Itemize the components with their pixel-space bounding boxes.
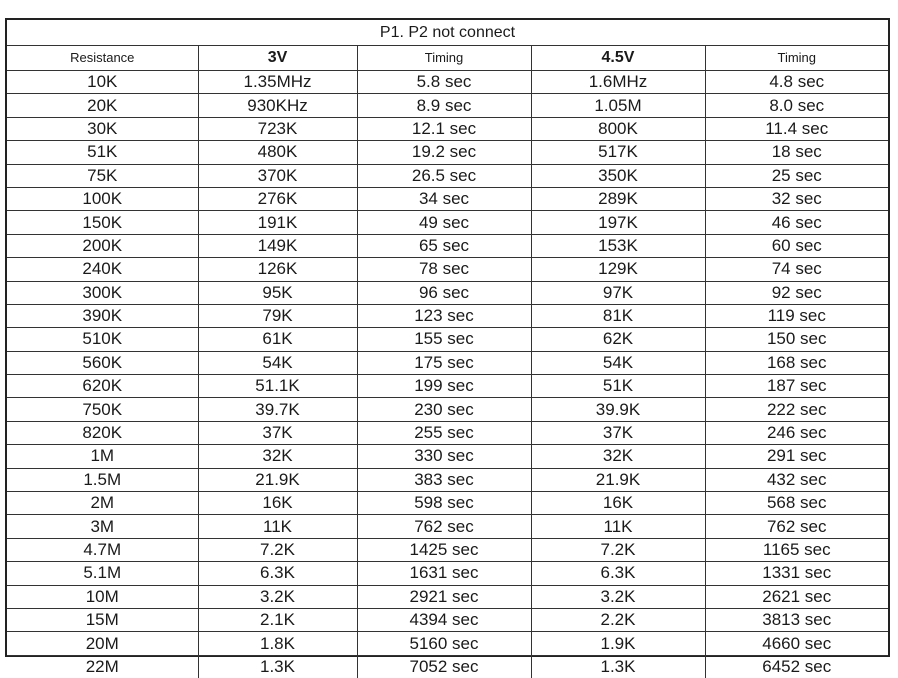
table-header-row — [7, 46, 888, 71]
cell-freq-3v: 21.9K — [198, 468, 357, 491]
cell-timing-3v: 34 sec — [357, 187, 531, 210]
table-row — [7, 445, 888, 468]
cell-freq-3v: 79K — [198, 304, 357, 327]
cell-freq-3v: 6.3K — [198, 562, 357, 585]
cell-timing-3v: 65 sec — [357, 234, 531, 257]
cell-timing-3v: 1631 sec — [357, 562, 531, 585]
cell-timing-4-5v: 25 sec — [705, 164, 888, 187]
cell-timing-3v: 598 sec — [357, 492, 531, 515]
cell-freq-3v: 191K — [198, 211, 357, 234]
cell-timing-3v: 26.5 sec — [357, 164, 531, 187]
cell-timing-4-5v: 150 sec — [705, 328, 888, 351]
cell-resistance: 20M — [7, 632, 198, 655]
cell-timing-4-5v: 762 sec — [705, 515, 888, 538]
table-body — [7, 71, 888, 678]
table-row — [7, 141, 888, 164]
cell-timing-4-5v: 291 sec — [705, 445, 888, 468]
cell-resistance: 4.7M — [7, 538, 198, 561]
table-row — [7, 492, 888, 515]
cell-timing-3v: 199 sec — [357, 375, 531, 398]
table-row — [7, 117, 888, 140]
cell-resistance: 2M — [7, 492, 198, 515]
cell-freq-3v: 16K — [198, 492, 357, 515]
cell-timing-4-5v: 1331 sec — [705, 562, 888, 585]
table-row — [7, 585, 888, 608]
cell-freq-3v: 1.3K — [198, 655, 357, 678]
cell-freq-3v: 149K — [198, 234, 357, 257]
table-title: P1. P2 not connect — [7, 20, 888, 46]
cell-freq-3v: 37K — [198, 421, 357, 444]
cell-freq-3v: 2.1K — [198, 608, 357, 631]
cell-freq-4-5v: 800K — [531, 117, 705, 140]
cell-timing-3v: 383 sec — [357, 468, 531, 491]
cell-timing-3v: 12.1 sec — [357, 117, 531, 140]
cell-freq-4-5v: 289K — [531, 187, 705, 210]
cell-freq-3v: 54K — [198, 351, 357, 374]
cell-freq-4-5v: 1.05M — [531, 94, 705, 117]
table-row — [7, 608, 888, 631]
cell-timing-3v: 5.8 sec — [357, 71, 531, 94]
table-row — [7, 538, 888, 561]
cell-freq-3v: 126K — [198, 258, 357, 281]
cell-freq-4-5v: 1.3K — [531, 655, 705, 678]
cell-freq-4-5v: 11K — [531, 515, 705, 538]
cell-freq-4-5v: 16K — [531, 492, 705, 515]
cell-timing-4-5v: 11.4 sec — [705, 117, 888, 140]
cell-freq-3v: 370K — [198, 164, 357, 187]
cell-freq-3v: 1.35MHz — [198, 71, 357, 94]
cell-resistance: 390K — [7, 304, 198, 327]
cell-freq-4-5v: 197K — [531, 211, 705, 234]
cell-freq-4-5v: 37K — [531, 421, 705, 444]
cell-timing-4-5v: 8.0 sec — [705, 94, 888, 117]
cell-resistance: 20K — [7, 94, 198, 117]
table-row — [7, 234, 888, 257]
cell-resistance: 51K — [7, 141, 198, 164]
cell-timing-4-5v: 568 sec — [705, 492, 888, 515]
cell-resistance: 30K — [7, 117, 198, 140]
cell-timing-4-5v: 46 sec — [705, 211, 888, 234]
cell-freq-3v: 723K — [198, 117, 357, 140]
cell-resistance: 150K — [7, 211, 198, 234]
cell-timing-4-5v: 187 sec — [705, 375, 888, 398]
cell-freq-4-5v: 54K — [531, 351, 705, 374]
header-3v: 3V — [198, 46, 357, 71]
table-row — [7, 375, 888, 398]
cell-timing-3v: 49 sec — [357, 211, 531, 234]
cell-timing-3v: 330 sec — [357, 445, 531, 468]
table-row — [7, 164, 888, 187]
table-row — [7, 94, 888, 117]
table-row — [7, 187, 888, 210]
cell-timing-4-5v: 119 sec — [705, 304, 888, 327]
cell-timing-4-5v: 18 sec — [705, 141, 888, 164]
cell-freq-3v: 276K — [198, 187, 357, 210]
table-row — [7, 632, 888, 655]
cell-timing-4-5v: 92 sec — [705, 281, 888, 304]
cell-freq-4-5v: 1.9K — [531, 632, 705, 655]
cell-resistance: 15M — [7, 608, 198, 631]
header-timing-4-5v: Timing — [705, 46, 888, 71]
cell-freq-3v: 39.7K — [198, 398, 357, 421]
cell-timing-4-5v: 1165 sec — [705, 538, 888, 561]
cell-timing-3v: 5160 sec — [357, 632, 531, 655]
cell-freq-4-5v: 517K — [531, 141, 705, 164]
cell-timing-4-5v: 222 sec — [705, 398, 888, 421]
cell-timing-3v: 155 sec — [357, 328, 531, 351]
cell-freq-4-5v: 6.3K — [531, 562, 705, 585]
cell-timing-3v: 255 sec — [357, 421, 531, 444]
header-resistance: Resistance — [7, 46, 198, 71]
cell-timing-4-5v: 60 sec — [705, 234, 888, 257]
cell-timing-3v: 7052 sec — [357, 655, 531, 678]
cell-freq-4-5v: 129K — [531, 258, 705, 281]
cell-timing-4-5v: 168 sec — [705, 351, 888, 374]
table-row — [7, 258, 888, 281]
cell-timing-3v: 19.2 sec — [357, 141, 531, 164]
cell-timing-4-5v: 2621 sec — [705, 585, 888, 608]
cell-freq-3v: 51.1K — [198, 375, 357, 398]
cell-freq-4-5v: 1.6MHz — [531, 71, 705, 94]
cell-freq-3v: 7.2K — [198, 538, 357, 561]
cell-resistance: 200K — [7, 234, 198, 257]
cell-timing-4-5v: 3813 sec — [705, 608, 888, 631]
cell-resistance: 1.5M — [7, 468, 198, 491]
cell-freq-3v: 32K — [198, 445, 357, 468]
cell-timing-3v: 1425 sec — [357, 538, 531, 561]
cell-resistance: 10K — [7, 71, 198, 94]
cell-resistance: 75K — [7, 164, 198, 187]
cell-timing-3v: 175 sec — [357, 351, 531, 374]
cell-freq-4-5v: 81K — [531, 304, 705, 327]
cell-timing-4-5v: 32 sec — [705, 187, 888, 210]
cell-timing-3v: 4394 sec — [357, 608, 531, 631]
header-timing-3v: Timing — [357, 46, 531, 71]
cell-resistance: 240K — [7, 258, 198, 281]
table-row — [7, 211, 888, 234]
cell-freq-4-5v: 350K — [531, 164, 705, 187]
cell-freq-3v: 61K — [198, 328, 357, 351]
cell-freq-4-5v: 97K — [531, 281, 705, 304]
cell-timing-3v: 96 sec — [357, 281, 531, 304]
table-row — [7, 468, 888, 491]
table-row — [7, 515, 888, 538]
table-row — [7, 562, 888, 585]
cell-resistance: 510K — [7, 328, 198, 351]
cell-timing-3v: 78 sec — [357, 258, 531, 281]
header-4-5v: 4.5V — [531, 46, 705, 71]
table-row — [7, 398, 888, 421]
cell-timing-3v: 8.9 sec — [357, 94, 531, 117]
cell-freq-4-5v: 153K — [531, 234, 705, 257]
cell-freq-4-5v: 51K — [531, 375, 705, 398]
cell-freq-3v: 480K — [198, 141, 357, 164]
cell-freq-4-5v: 7.2K — [531, 538, 705, 561]
cell-timing-4-5v: 432 sec — [705, 468, 888, 491]
cell-freq-4-5v: 32K — [531, 445, 705, 468]
cell-resistance: 750K — [7, 398, 198, 421]
cell-timing-4-5v: 4660 sec — [705, 632, 888, 655]
table-title-row — [7, 20, 888, 46]
cell-resistance: 5.1M — [7, 562, 198, 585]
table-row — [7, 71, 888, 94]
cell-freq-4-5v: 39.9K — [531, 398, 705, 421]
table-row — [7, 304, 888, 327]
cell-resistance: 300K — [7, 281, 198, 304]
cell-freq-3v: 1.8K — [198, 632, 357, 655]
cell-freq-4-5v: 3.2K — [531, 585, 705, 608]
cell-resistance: 22M — [7, 655, 198, 678]
cell-timing-3v: 762 sec — [357, 515, 531, 538]
cell-freq-3v: 11K — [198, 515, 357, 538]
cell-resistance: 820K — [7, 421, 198, 444]
table-row — [7, 281, 888, 304]
cell-resistance: 620K — [7, 375, 198, 398]
table-row — [7, 655, 888, 678]
cell-timing-3v: 123 sec — [357, 304, 531, 327]
table-row — [7, 421, 888, 444]
cell-freq-3v: 3.2K — [198, 585, 357, 608]
cell-freq-3v: 930KHz — [198, 94, 357, 117]
table-row — [7, 328, 888, 351]
cell-timing-4-5v: 74 sec — [705, 258, 888, 281]
cell-resistance: 3M — [7, 515, 198, 538]
cell-freq-4-5v: 2.2K — [531, 608, 705, 631]
cell-timing-4-5v: 6452 sec — [705, 655, 888, 678]
cell-timing-4-5v: 246 sec — [705, 421, 888, 444]
table-frame — [5, 18, 890, 657]
cell-resistance: 560K — [7, 351, 198, 374]
cell-timing-3v: 2921 sec — [357, 585, 531, 608]
cell-resistance: 10M — [7, 585, 198, 608]
cell-freq-4-5v: 21.9K — [531, 468, 705, 491]
cell-resistance: 100K — [7, 187, 198, 210]
cell-timing-3v: 230 sec — [357, 398, 531, 421]
cell-freq-3v: 95K — [198, 281, 357, 304]
cell-timing-4-5v: 4.8 sec — [705, 71, 888, 94]
cell-freq-4-5v: 62K — [531, 328, 705, 351]
cell-resistance: 1M — [7, 445, 198, 468]
resistance-timing-table — [7, 20, 888, 678]
table-row — [7, 351, 888, 374]
